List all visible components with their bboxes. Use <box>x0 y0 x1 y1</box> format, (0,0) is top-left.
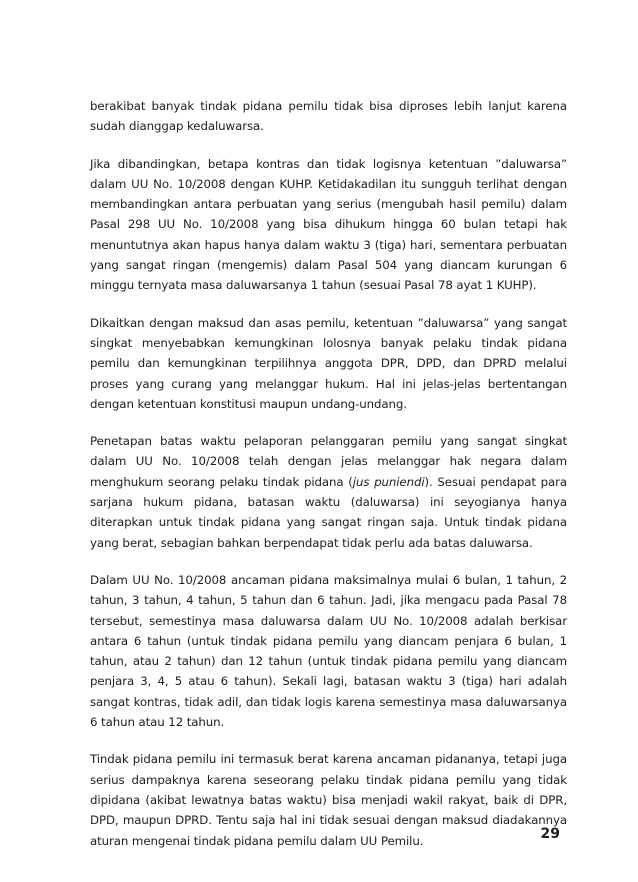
paragraph-4-text-b: ). Sesuai pendapat para sarjana hukum pidana, batasan waktu (daluwarsa) ini seyogianya hanya diterapkan untuk tindak pidana yang sangat ringan saja. Untuk tindak pidana yang berat, sebagian bahkan berpendapat tidak perlu ada batas daluwarsa. <box>90 474 567 550</box>
paragraph-3 <box>90 313 567 414</box>
paragraph-4-latin-term: jus puniendi <box>352 474 425 489</box>
paragraph-6 <box>90 749 567 850</box>
paragraph-6-text: Tindak pidana pemilu ini termasuk berat karena ancaman pidananya, tetapi juga serius dampaknya karena seseorang pelaku tindak pidana pemilu yang tidak dipidana (akibat lewatnya batas waktu) bisa menjadi wakil rakyat, baik di DPR, DPD, maupun DPRD. Tentu saja hal ini tidak sesuai dengan maksud diadakannya aturan mengenai tindak pidana pemilu dalam UU Pemilu. <box>90 752 567 848</box>
paragraph-2 <box>90 154 567 296</box>
paragraph-1 <box>90 96 567 137</box>
paragraph-3-text: Dikaitkan dengan maksud dan asas pemilu, ketentuan ”daluwarsa” yang sangat singkat menyebabkan kemungkinan lolosnya banyak pelaku tindak pidana pemilu dan kemungkinan terpilihnya anggota DPR, DPD, dan DPRD melalui proses yang curang yang melanggar hukum. Hal ini jelas-jelas bertentangan dengan ketentuan konstitusi maupun undang-undang. <box>90 315 567 411</box>
paragraph-5 <box>90 570 567 732</box>
paragraph-4 <box>90 431 567 553</box>
paragraph-1-text: berakibat banyak tindak pidana pemilu tidak bisa diproses lebih lanjut karena sudah dianggap kedaluwarsa. <box>90 99 567 134</box>
paragraph-5-text: Dalam UU No. 10/2008 ancaman pidana maksimalnya mulai 6 bulan, 1 tahun, 2 tahun, 3 tahun, 4 tahun, 5 tahun dan 6 tahun. Jadi, jika mengacu pada Pasal 78 tersebut, semestinya masa daluwarsa dalam UU No. 10/2008 adalah berkisar antara 6 tahun (untuk tindak pidana pemilu yang diancam penjara 6 bulan, 1 tahun, atau 2 tahun) dan 12 tahun (untuk tindak pidana pemilu yang diancam penjara 3, 4, 5 atau 6 tahun). Sekali lagi, batasan waktu 3 (tiga) hari adalah sangat kontras, tidak adil, dan tidak logis karena semestinya masa daluwarsanya 6 tahun atau 12 tahun. <box>90 572 567 730</box>
paragraph-4-text-a: Penetapan batas waktu pelaporan pelanggaran pemilu yang sangat singkat dalam UU No. 10/2008 telah dengan jelas melanggar hak negara dalam menghukum seorang pelaku tindak pidana ( <box>90 434 567 489</box>
paragraph-2-text: Jika dibandingkan, betapa kontras dan tidak logisnya ketentuan ”daluwarsa” dalam UU No. 10/2008 dengan KUHP. Ketidakadilan itu sungguh terlihat dengan membandingkan antara perbuatan yang serius (mengubah hasil pemilu) dalam Pasal 298 UU No. 10/2008 yang bisa dihukum hingga 60 bulan tetapi hak menuntutnya akan hapus hanya dalam waktu 3 (tiga) hari, sementara perbuatan yang sangat ringan (mengemis) dalam Pasal 504 yang diancam kurungan 6 minggu ternyata masa daluwarsanya 1 tahun (sesuai Pasal 78 ayat 1 KUHP). <box>90 156 567 293</box>
body-text <box>90 96 567 851</box>
page-number: 29 <box>540 826 560 842</box>
